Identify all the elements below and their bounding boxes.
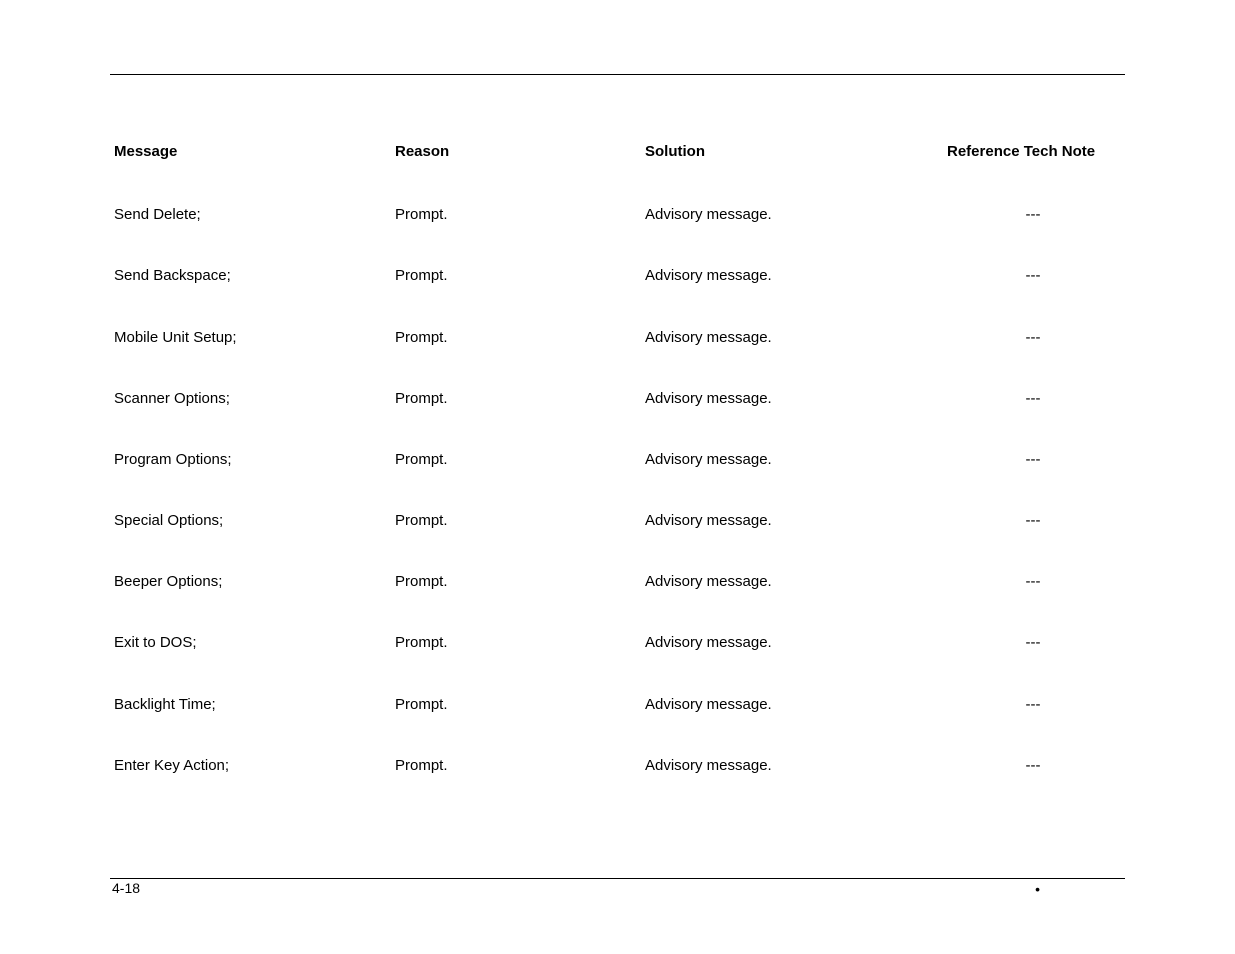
solution-cell: Advisory message.	[645, 512, 772, 529]
message-cell: Enter Key Action;	[114, 757, 230, 774]
message-cell: Mobile Unit Setup;	[114, 329, 237, 346]
reason-cell: Prompt.	[395, 696, 448, 713]
page-number: 4-18	[112, 880, 141, 896]
header-reference: Reference Tech Note	[947, 143, 1096, 160]
solution-cell: Advisory message.	[645, 329, 772, 346]
reference-cell: ---	[1025, 267, 1041, 284]
header-rule	[110, 74, 1125, 75]
reason-cell: Prompt.	[395, 573, 448, 590]
reason-cell: Prompt.	[395, 390, 448, 407]
reference-cell: ---	[1025, 757, 1041, 774]
solution-cell: Advisory message.	[645, 390, 772, 407]
message-cell: Program Options;	[114, 451, 232, 468]
message-cell: Scanner Options;	[114, 390, 230, 407]
reference-cell: ---	[1025, 206, 1041, 223]
message-cell: Special Options;	[114, 512, 224, 529]
header-message: Message	[114, 143, 178, 160]
message-cell: Backlight Time;	[114, 696, 216, 713]
header-reason: Reason	[395, 143, 450, 160]
solution-cell: Advisory message.	[645, 634, 772, 651]
header-solution: Solution	[645, 143, 705, 160]
message-cell: Beeper Options;	[114, 573, 223, 590]
reference-cell: ---	[1025, 451, 1041, 468]
message-cell: Send Backspace;	[114, 267, 231, 284]
reference-cell: ---	[1025, 390, 1041, 407]
reference-cell: ---	[1025, 634, 1041, 651]
solution-cell: Advisory message.	[645, 206, 772, 223]
solution-cell: Advisory message.	[645, 696, 772, 713]
reason-cell: Prompt.	[395, 634, 448, 651]
footer-rule	[110, 878, 1125, 879]
reference-cell: ---	[1025, 573, 1041, 590]
reference-cell: ---	[1025, 329, 1041, 346]
solution-cell: Advisory message.	[645, 451, 772, 468]
solution-cell: Advisory message.	[645, 267, 772, 284]
reason-cell: Prompt.	[395, 329, 448, 346]
reason-cell: Prompt.	[395, 267, 448, 284]
reason-cell: Prompt.	[395, 206, 448, 223]
solution-cell: Advisory message.	[645, 757, 772, 774]
message-cell: Exit to DOS;	[114, 634, 197, 651]
message-cell: Send Delete;	[114, 206, 201, 223]
solution-cell: Advisory message.	[645, 573, 772, 590]
reference-cell: ---	[1025, 512, 1041, 529]
footer-mark: •	[1035, 881, 1040, 897]
reason-cell: Prompt.	[395, 451, 448, 468]
reason-cell: Prompt.	[395, 757, 448, 774]
reference-cell: ---	[1025, 696, 1041, 713]
reason-cell: Prompt.	[395, 512, 448, 529]
